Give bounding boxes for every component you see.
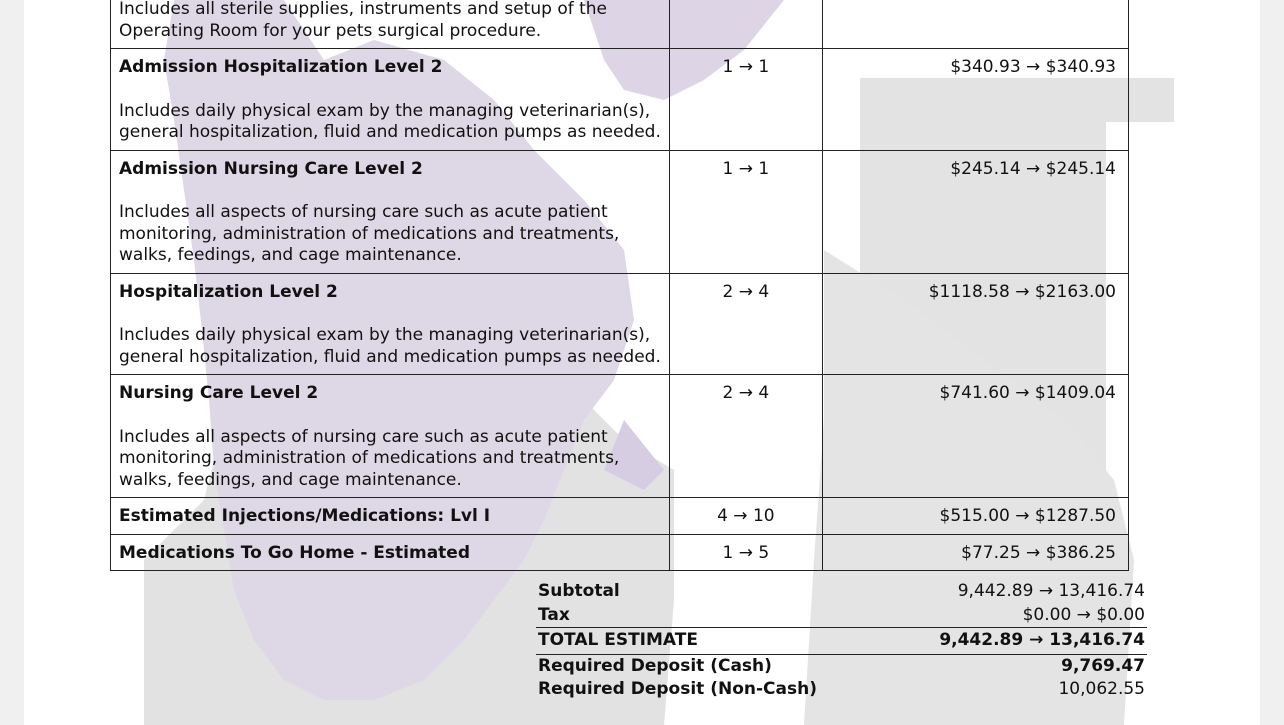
item-quantity: 2 → 4 bbox=[722, 383, 770, 403]
item-quantity: 1 → 5 bbox=[722, 542, 770, 563]
item-description-cell bbox=[111, 273, 670, 375]
table-row bbox=[111, 498, 1129, 535]
item-description-cell bbox=[111, 150, 670, 273]
item-price-cell bbox=[822, 498, 1128, 535]
item-note: Includes all aspects of nursing care such as acute patient monitoring, administration of medications and treatments, walks, feedings, and cage maintenance. bbox=[119, 426, 620, 490]
tax-label: Tax bbox=[538, 604, 570, 625]
item-price-cell bbox=[822, 375, 1128, 498]
item-quantity: 1 → 1 bbox=[722, 158, 770, 179]
item-quantity bbox=[670, 0, 822, 5]
item-price: $245.14 → $245.14 bbox=[950, 158, 1116, 179]
estimate-totals bbox=[536, 580, 1147, 702]
item-price: $515.00 → $1287.50 bbox=[939, 506, 1116, 526]
item-quantity: 2 → 4 bbox=[722, 281, 770, 302]
item-price: $1118.58 → $2163.00 bbox=[928, 281, 1116, 302]
estimate-page bbox=[24, 0, 1260, 725]
item-name: Medications To Go Home - Estimated bbox=[119, 542, 470, 563]
item-quantity-cell bbox=[670, 0, 823, 49]
item-description-cell bbox=[111, 49, 670, 151]
item-name: Admission Hospitalization Level 2 bbox=[119, 57, 443, 77]
item-name: Nursing Care Level 2 bbox=[119, 383, 319, 403]
table-row bbox=[111, 375, 1129, 498]
table-row bbox=[111, 150, 1129, 273]
estimate-line-items-table bbox=[110, 0, 1129, 571]
item-quantity-cell bbox=[670, 273, 823, 375]
item-quantity-cell bbox=[670, 150, 823, 273]
subtotal-label: Subtotal bbox=[538, 581, 620, 601]
total-estimate-value: 9,442.89 → 13,416.74 bbox=[887, 628, 1147, 655]
tax-row bbox=[536, 604, 1147, 628]
subtotal-value: 9,442.89 → 13,416.74 bbox=[957, 581, 1145, 601]
table-row bbox=[111, 0, 1129, 49]
item-price-cell bbox=[822, 150, 1128, 273]
item-description-cell bbox=[111, 498, 670, 535]
item-name: Estimated Injections/Medications: Lvl I bbox=[119, 506, 491, 526]
item-description-cell bbox=[111, 375, 670, 498]
item-price-cell bbox=[822, 273, 1128, 375]
deposit-cash-label: Required Deposit (Cash) bbox=[538, 655, 772, 676]
item-name: Hospitalization Level 2 bbox=[119, 281, 338, 302]
deposit-noncash-row bbox=[536, 678, 1147, 702]
table-row bbox=[111, 49, 1129, 151]
item-price-cell bbox=[822, 0, 1128, 49]
deposit-noncash-label: Required Deposit (Non-Cash) bbox=[538, 679, 817, 699]
subtotal-row bbox=[536, 580, 1147, 604]
item-note: Includes daily physical exam by the managing veterinarian(s), general hospitalization, fluid and medication pumps as needed. bbox=[119, 325, 661, 367]
item-quantity: 1 → 1 bbox=[722, 57, 770, 77]
item-price bbox=[823, 0, 1128, 5]
deposit-cash-value: 9,769.47 bbox=[1061, 655, 1145, 676]
deposit-cash-row bbox=[536, 654, 1147, 678]
total-estimate-row bbox=[536, 628, 1147, 655]
item-note: Includes all sterile supplies, instruments and setup of the Operating Room for your pets surgical procedure. bbox=[119, 0, 608, 41]
item-quantity-cell bbox=[670, 498, 823, 535]
item-price-cell bbox=[822, 49, 1128, 151]
item-description-cell bbox=[111, 0, 670, 49]
item-price: $340.93 → $340.93 bbox=[950, 57, 1116, 77]
item-price-cell bbox=[822, 534, 1128, 571]
item-quantity-cell bbox=[670, 49, 823, 151]
table-row bbox=[111, 534, 1129, 571]
item-note: Includes all aspects of nursing care such as acute patient monitoring, administration of medications and treatments, walks, feedings, and cage maintenance. bbox=[119, 202, 620, 265]
item-quantity: 4 → 10 bbox=[717, 506, 775, 526]
item-description-cell bbox=[111, 534, 670, 571]
table-row bbox=[111, 273, 1129, 375]
item-price: $741.60 → $1409.04 bbox=[939, 383, 1116, 403]
item-name: Admission Nursing Care Level 2 bbox=[119, 158, 423, 179]
total-estimate-label: TOTAL ESTIMATE bbox=[536, 628, 887, 655]
item-quantity-cell bbox=[670, 534, 823, 571]
item-quantity-cell bbox=[670, 375, 823, 498]
deposit-noncash-value: 10,062.55 bbox=[1058, 679, 1145, 699]
tax-value: $0.00 → $0.00 bbox=[1022, 604, 1145, 625]
item-note: Includes daily physical exam by the managing veterinarian(s), general hospitalization, fluid and medication pumps as needed. bbox=[119, 100, 661, 142]
item-price: $77.25 → $386.25 bbox=[961, 542, 1116, 563]
